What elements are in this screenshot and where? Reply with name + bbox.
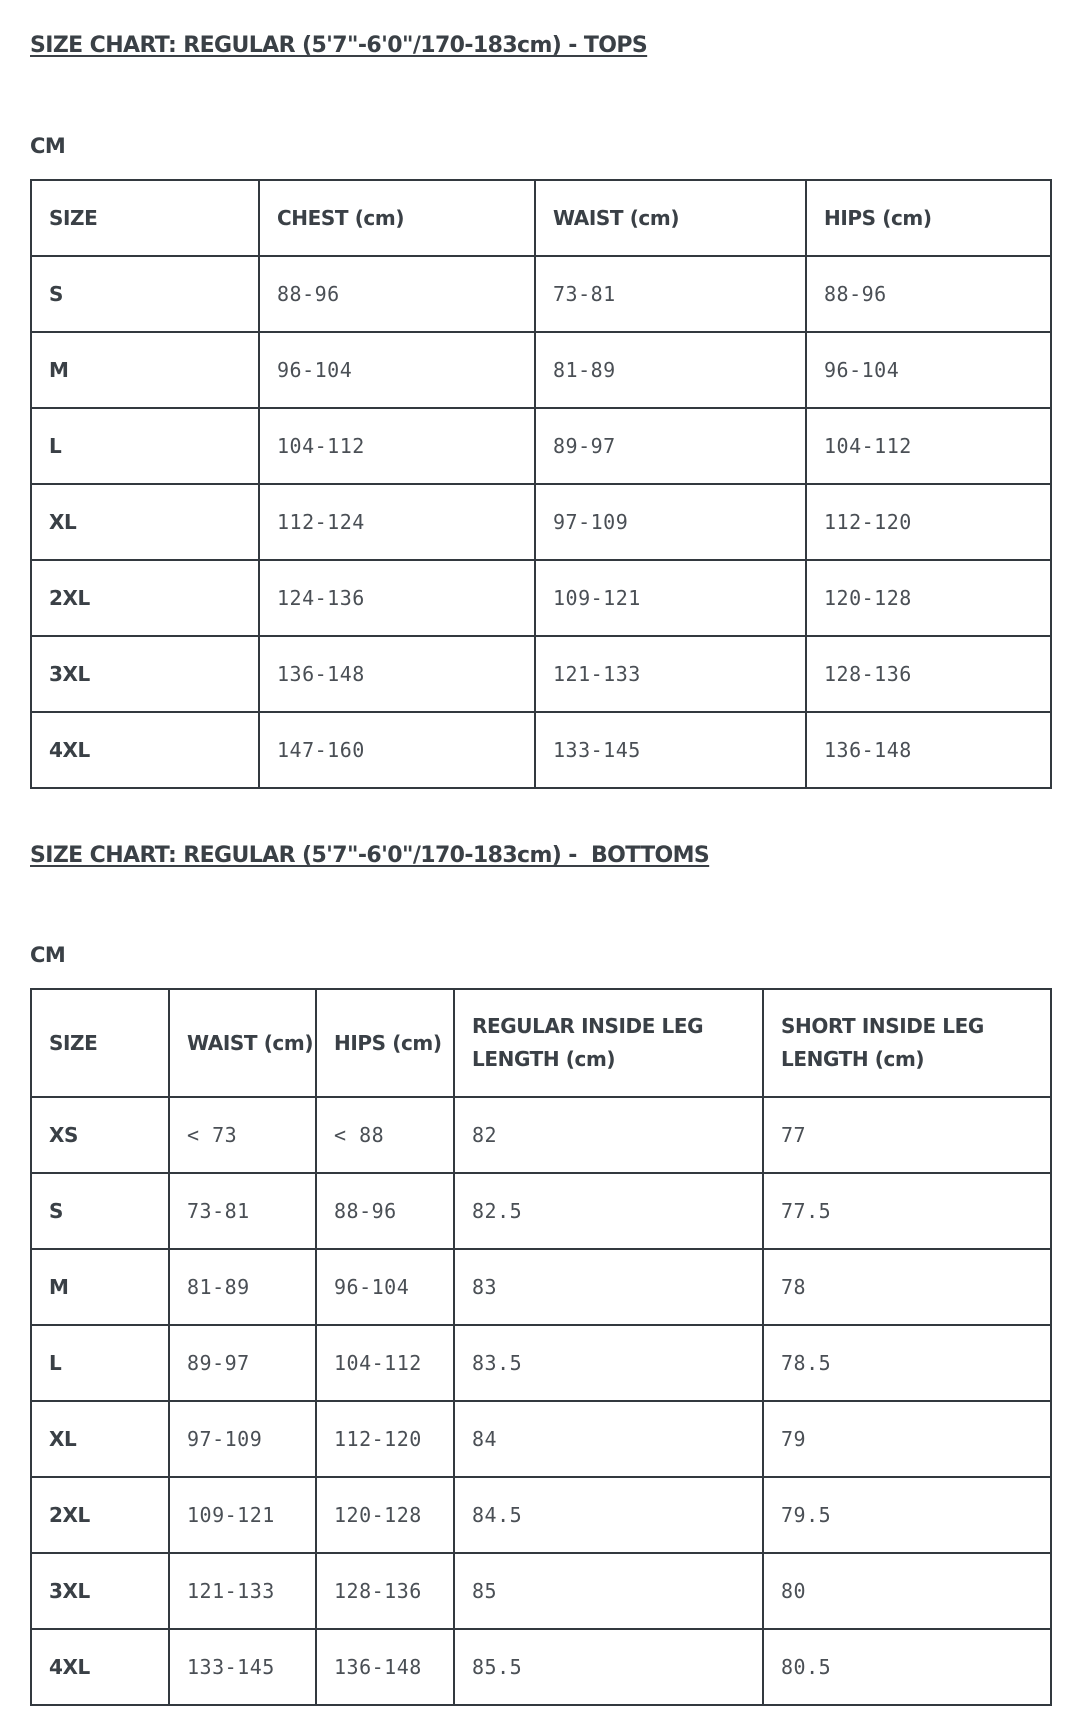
- waist-cell: 133-145: [535, 712, 806, 788]
- size-cell: L: [31, 408, 259, 484]
- tops-title: SIZE CHART: REGULAR (5'7"-6'0"/170-183cm) - TOPS: [30, 33, 648, 58]
- waist-cell: 89-97: [169, 1325, 316, 1401]
- table-row: [31, 1325, 1051, 1401]
- chest-cell: 96-104: [259, 332, 535, 408]
- table-row: [31, 712, 1051, 788]
- column-header-waist: WAIST (cm): [535, 180, 806, 256]
- table-row: [31, 1249, 1051, 1325]
- waist-cell: 121-133: [169, 1553, 316, 1629]
- short-inside-leg-cell: 77.5: [763, 1173, 1051, 1249]
- size-cell: L: [31, 1325, 169, 1401]
- waist-cell: 109-121: [535, 560, 806, 636]
- waist-cell: 81-89: [535, 332, 806, 408]
- table-row: [31, 1173, 1051, 1249]
- table-header-row: [31, 989, 1051, 1097]
- size-cell: S: [31, 1173, 169, 1249]
- regular-inside-leg-cell: 83: [454, 1249, 763, 1325]
- short-inside-leg-cell: 79.5: [763, 1477, 1051, 1553]
- hips-cell: 112-120: [316, 1401, 454, 1477]
- chest-cell: 104-112: [259, 408, 535, 484]
- short-inside-leg-cell: 78.5: [763, 1325, 1051, 1401]
- column-header-hips: HIPS (cm): [316, 989, 454, 1097]
- hips-cell: 136-148: [316, 1629, 454, 1705]
- hips-cell: 104-112: [806, 408, 1051, 484]
- column-header-waist: WAIST (cm): [169, 989, 316, 1097]
- table-row: [31, 1097, 1051, 1173]
- waist-cell: 97-109: [169, 1401, 316, 1477]
- tops-unit-label: CM: [30, 134, 66, 158]
- column-header-size: SIZE: [31, 180, 259, 256]
- hips-cell: 136-148: [806, 712, 1051, 788]
- column-header-size: SIZE: [31, 989, 169, 1097]
- regular-inside-leg-cell: 85: [454, 1553, 763, 1629]
- hips-cell: 120-128: [316, 1477, 454, 1553]
- table-header-row: [31, 180, 1051, 256]
- size-cell: 2XL: [31, 1477, 169, 1553]
- table-row: [31, 560, 1051, 636]
- waist-cell: 121-133: [535, 636, 806, 712]
- table-row: [31, 636, 1051, 712]
- hips-cell: 88-96: [806, 256, 1051, 332]
- regular-inside-leg-cell: 82: [454, 1097, 763, 1173]
- hips-cell: 128-136: [806, 636, 1051, 712]
- hips-cell: < 88: [316, 1097, 454, 1173]
- short-inside-leg-cell: 78: [763, 1249, 1051, 1325]
- size-cell: XL: [31, 484, 259, 560]
- chest-cell: 88-96: [259, 256, 535, 332]
- regular-inside-leg-cell: 84.5: [454, 1477, 763, 1553]
- hips-cell: 104-112: [316, 1325, 454, 1401]
- bottoms-unit-label: CM: [30, 943, 66, 967]
- waist-cell: 89-97: [535, 408, 806, 484]
- waist-cell: 109-121: [169, 1477, 316, 1553]
- table-row: [31, 1477, 1051, 1553]
- hips-cell: 112-120: [806, 484, 1051, 560]
- short-inside-leg-cell: 77: [763, 1097, 1051, 1173]
- column-header-short-inside-leg: SHORT INSIDE LEG LENGTH (cm): [763, 989, 1051, 1097]
- size-cell: M: [31, 1249, 169, 1325]
- waist-cell: 133-145: [169, 1629, 316, 1705]
- column-header-chest: CHEST (cm): [259, 180, 535, 256]
- table-row: [31, 256, 1051, 332]
- waist-cell: 73-81: [169, 1173, 316, 1249]
- short-inside-leg-cell: 80: [763, 1553, 1051, 1629]
- table-row: [31, 332, 1051, 408]
- waist-cell: 97-109: [535, 484, 806, 560]
- size-cell: XL: [31, 1401, 169, 1477]
- table-row: [31, 1553, 1051, 1629]
- table-row: [31, 1401, 1051, 1477]
- waist-cell: < 73: [169, 1097, 316, 1173]
- waist-cell: 73-81: [535, 256, 806, 332]
- hips-cell: 128-136: [316, 1553, 454, 1629]
- column-header-hips: HIPS (cm): [806, 180, 1051, 256]
- short-inside-leg-cell: 80.5: [763, 1629, 1051, 1705]
- waist-cell: 81-89: [169, 1249, 316, 1325]
- table-row: [31, 484, 1051, 560]
- chest-cell: 136-148: [259, 636, 535, 712]
- short-inside-leg-cell: 79: [763, 1401, 1051, 1477]
- hips-cell: 120-128: [806, 560, 1051, 636]
- hips-cell: 96-104: [316, 1249, 454, 1325]
- bottoms-title: SIZE CHART: REGULAR (5'7"-6'0"/170-183cm) - BOTTOMS: [30, 843, 710, 868]
- hips-cell: 88-96: [316, 1173, 454, 1249]
- chest-cell: 112-124: [259, 484, 535, 560]
- size-cell: XS: [31, 1097, 169, 1173]
- bottoms-size-table: [30, 988, 1052, 1706]
- chest-cell: 124-136: [259, 560, 535, 636]
- regular-inside-leg-cell: 82.5: [454, 1173, 763, 1249]
- size-cell: 4XL: [31, 712, 259, 788]
- regular-inside-leg-cell: 84: [454, 1401, 763, 1477]
- table-row: [31, 408, 1051, 484]
- size-cell: 4XL: [31, 1629, 169, 1705]
- table-row: [31, 1629, 1051, 1705]
- size-cell: 2XL: [31, 560, 259, 636]
- size-cell: S: [31, 256, 259, 332]
- size-cell: 3XL: [31, 1553, 169, 1629]
- column-header-regular-inside-leg: REGULAR INSIDE LEG LENGTH (cm): [454, 989, 763, 1097]
- size-cell: 3XL: [31, 636, 259, 712]
- hips-cell: 96-104: [806, 332, 1051, 408]
- regular-inside-leg-cell: 83.5: [454, 1325, 763, 1401]
- tops-size-table: [30, 179, 1052, 789]
- chest-cell: 147-160: [259, 712, 535, 788]
- regular-inside-leg-cell: 85.5: [454, 1629, 763, 1705]
- size-cell: M: [31, 332, 259, 408]
